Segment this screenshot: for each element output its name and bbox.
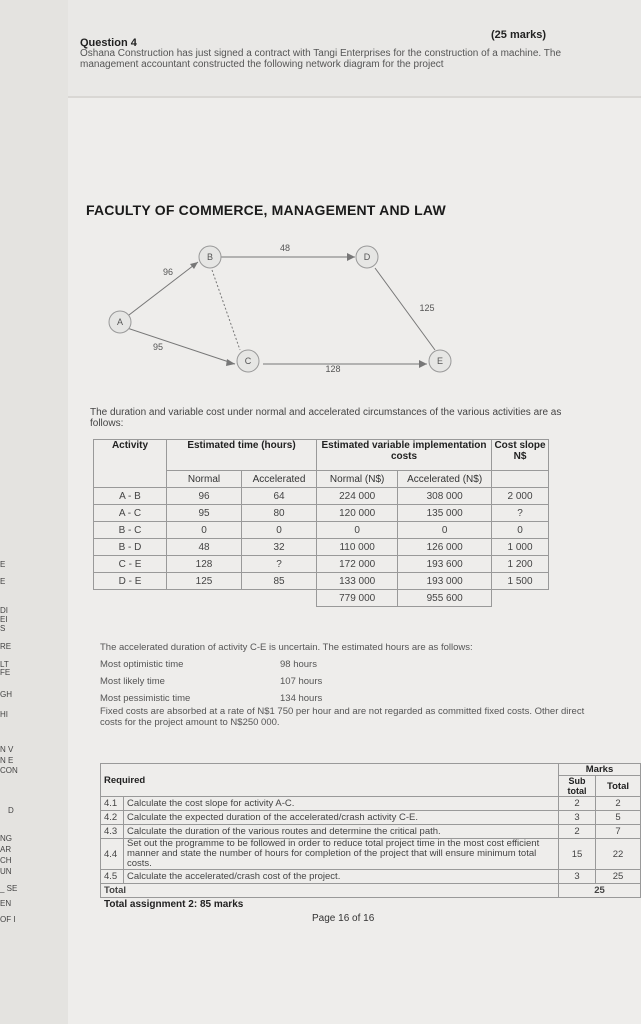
margin-fragment: RE	[0, 642, 12, 651]
table-row: 4.3 Calculate the duration of the various routes and determine the critical path. 2 7	[101, 825, 641, 839]
edge-a-b	[125, 262, 198, 318]
table-row: B - D 48 32 110 000 126 000 1 000	[94, 539, 549, 556]
margin-fragment: CH	[0, 856, 12, 865]
required-table	[100, 763, 641, 898]
total-accelerated-cost: 955 600	[398, 590, 492, 607]
accel-text: The accelerated duration of activity C-E is uncertain. The estimated hours are as follows:	[100, 642, 473, 653]
table-row: B - C 0 0 0 0 0	[94, 522, 549, 539]
header-estimated-cost: Estimated variable implementation costs	[317, 440, 492, 471]
margin-fragment: E	[0, 577, 6, 586]
total-heading: Total	[596, 776, 641, 797]
margin-fragment: OF I	[0, 915, 16, 924]
table-row: C - E 128 ? 172 000 193 600 1 200	[94, 556, 549, 573]
required-heading: Required	[101, 764, 559, 797]
total-normal-cost: 779 000	[317, 590, 398, 607]
margin-fragment: FE	[0, 668, 11, 677]
margin-fragment: UN	[0, 867, 12, 876]
node-b-label: B	[206, 252, 214, 262]
faculty-heading: FACULTY OF COMMERCE, MANAGEMENT AND LAW	[86, 202, 446, 218]
arrow-a-b	[190, 262, 198, 269]
question-intro: Oshana Construction has just signed a contract with Tangi Enterprises for the construction of a machine. The management accountant constructed the following network diagram for the project	[80, 48, 562, 70]
header-accelerated-time: Accelerated	[242, 471, 317, 488]
table-row: 4.5 Calculate the accelerated/crash cost of the project. 3 25	[101, 870, 641, 884]
table-row: D - E 125 85 133 000 193 000 1 500	[94, 573, 549, 590]
fixed-costs-text: Fixed costs are absorbed at a rate of N$1 750 per hour and are not regarded as committed fixed costs. Other direct costs for the project amount to N$250 000.	[100, 706, 585, 728]
margin-fragment: N V	[0, 745, 14, 754]
page-number: Page 16 of 16	[312, 913, 375, 924]
edge-a-c	[127, 328, 235, 364]
margin-fragment: CON	[0, 766, 18, 775]
estimate-value-pessimistic: 134 hours	[280, 693, 323, 704]
margin-fragment: NG	[0, 834, 12, 843]
margin-fragment: EN	[0, 899, 12, 908]
node-a-label: A	[116, 317, 124, 327]
duration-text: The duration and variable cost under normal and accelerated circumstances of the various activities are as follows:	[90, 407, 562, 429]
activity-table	[93, 439, 549, 607]
margin-fragment: N E	[0, 756, 14, 765]
margin-fragment: S	[0, 624, 6, 633]
margin-fragment: AR	[0, 845, 12, 854]
header-cost-slope: Cost slope N$	[492, 440, 549, 471]
margin-fragment: GH	[0, 690, 12, 699]
assignment-total: Total assignment 2: 85 marks	[104, 899, 244, 910]
edge-label-bd: 48	[279, 243, 291, 253]
estimate-label-pessimistic: Most pessimistic time	[100, 693, 191, 704]
node-c-label: C	[244, 356, 252, 366]
node-e-label: E	[436, 356, 444, 366]
estimate-value-optimistic: 98 hours	[280, 659, 317, 670]
margin-fragment: E	[0, 560, 6, 569]
table-row: 4.2 Calculate the expected duration of the accelerated/crash activity C-E. 3 5	[101, 811, 641, 825]
edge-label-de: 125	[419, 303, 435, 313]
edge-label-ce: 128	[325, 364, 341, 374]
total-row: Total 25	[101, 884, 641, 898]
estimate-label-likely: Most likely time	[100, 676, 165, 687]
margin-fragment: LT	[0, 660, 9, 669]
edge-label-ab: 96	[162, 267, 174, 277]
header-normal-cost: Normal (N$)	[317, 471, 398, 488]
totals-row	[94, 590, 549, 607]
question-marks: (25 marks)	[491, 29, 547, 41]
question-title: Question 4	[80, 37, 137, 49]
sub-total-heading: Sub total	[559, 776, 596, 797]
header-accelerated-cost: Accelerated (N$)	[398, 471, 492, 488]
margin-fragment: _ SE	[0, 884, 18, 893]
header-activity: Activity	[94, 440, 167, 488]
table-row: A - C 95 80 120 000 135 000 ?	[94, 505, 549, 522]
arrow-b-d	[347, 253, 355, 261]
table-row: A - B 96 64 224 000 308 000 2 000	[94, 488, 549, 505]
estimate-value-likely: 107 hours	[280, 676, 323, 687]
table-row: 4.4 Set out the programme to be followed in order to reduce total project time in the most cost efficient manner and state the number of hours for completion of the project that will ensure minimum total costs. 15 22	[101, 839, 641, 870]
arrow-c-e	[419, 360, 427, 368]
marks-heading: Marks	[559, 764, 641, 776]
table-row: 4.1 Calculate the cost slope for activity A-C. 2 2	[101, 797, 641, 811]
margin-fragment: D	[8, 806, 14, 815]
margin-fragment: EI	[0, 615, 8, 624]
edge-b-c	[212, 270, 240, 350]
margin-fragment: DI	[0, 606, 8, 615]
margin-fragment: HI	[0, 710, 8, 719]
network-diagram	[100, 240, 460, 380]
node-d-label: D	[363, 252, 371, 262]
header-normal-time: Normal	[167, 471, 242, 488]
estimate-label-optimistic: Most optimistic time	[100, 659, 184, 670]
arrow-a-c	[226, 359, 235, 366]
header-estimated-time: Estimated time (hours)	[167, 440, 317, 471]
edge-label-ac: 95	[152, 342, 164, 352]
